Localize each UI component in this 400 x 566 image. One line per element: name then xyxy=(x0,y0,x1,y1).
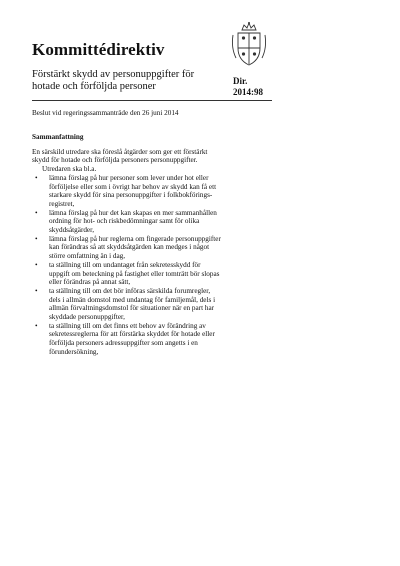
list-item xyxy=(32,235,277,261)
section-title: Sammanfattning xyxy=(32,133,84,141)
directive-title xyxy=(32,69,222,93)
list-item-line: förundersökning, xyxy=(49,347,99,356)
list-item-line: ta ställning till om det finns ett behov av förändring av xyxy=(49,321,206,330)
list-item-line: ta ställning till om det bör införas särskilda forumregler, xyxy=(49,286,211,295)
intro-line: En särskild utredare ska föreslå åtgärder som ger ett förstärkt xyxy=(32,147,208,156)
list-item-line: större omfattning än i dag, xyxy=(49,252,126,261)
decision-line: Beslut vid regeringssammanträde den 26 juni 2014 xyxy=(32,109,179,117)
dir-number: 2014:98 xyxy=(233,87,263,97)
list-item xyxy=(32,261,277,287)
list-item-line: starkare skydd för sina personuppgifter i folkbokförings- xyxy=(49,191,213,200)
list-item-line: sekretessreglerna för att förstärka skyddet för hotade eller xyxy=(49,330,215,339)
directive-number xyxy=(233,76,263,98)
list-item xyxy=(32,322,277,357)
list-item-line: lämna förslag på hur personer som lever under hot eller xyxy=(49,173,209,182)
list-item xyxy=(32,287,277,322)
intro-paragraph xyxy=(32,148,277,165)
directive-heading: Kommittédirektiv xyxy=(32,40,165,59)
list-item-line: skyddade personuppgifter, xyxy=(49,313,125,322)
title-line: Förstärkt skydd av personuppgifter för xyxy=(32,69,195,80)
list-item-line: dels i allmän domstol med undantag för familjemål, dels i xyxy=(49,295,216,304)
intro-sub: Utredaren ska bl.a. xyxy=(42,165,97,174)
list-item-line: ta ställning till om undantaget från sekretesskydd för xyxy=(49,260,201,269)
list-item-line: kan förändras så att skyddsåtgärden kan medges i något xyxy=(49,243,210,252)
list-item-line: förföljda personers adressuppgifter som angetts i en xyxy=(49,339,198,348)
list-item-line: ordning för hot- och riskbedömningar samt för olika xyxy=(49,217,200,226)
list-item-line: förföljelse eller som i övrigt har behov av skydd kan få ett xyxy=(49,182,217,191)
bullet-list xyxy=(32,174,277,357)
summary-section xyxy=(32,133,277,357)
list-item-line: lämna förslag på hur reglerna om fingerade personuppgifter xyxy=(49,234,221,243)
dir-label: Dir. xyxy=(233,76,248,86)
intro-line: skydd för hotade och förföljda personers personuppgifter. xyxy=(32,156,198,165)
list-item-line: skyddsåtgärder, xyxy=(49,226,95,235)
list-item xyxy=(32,209,277,235)
list-item-line: allmän förvaltningsdomstol för situationer när en part har xyxy=(49,304,215,313)
title-line: hotade och förföljda personer xyxy=(32,81,156,92)
coat-of-arms-icon xyxy=(230,20,268,68)
list-item-line: lämna förslag på hur det kan skapas en mer sammanhållen xyxy=(49,208,217,217)
list-item-line: registret, xyxy=(49,199,75,208)
list-item-line: eller förändras på annat sätt, xyxy=(49,278,131,287)
list-item xyxy=(32,174,277,209)
list-item-line: uppgift om beteckning på fastighet eller tomträtt bör slopas xyxy=(49,269,220,278)
header-divider xyxy=(32,100,272,101)
